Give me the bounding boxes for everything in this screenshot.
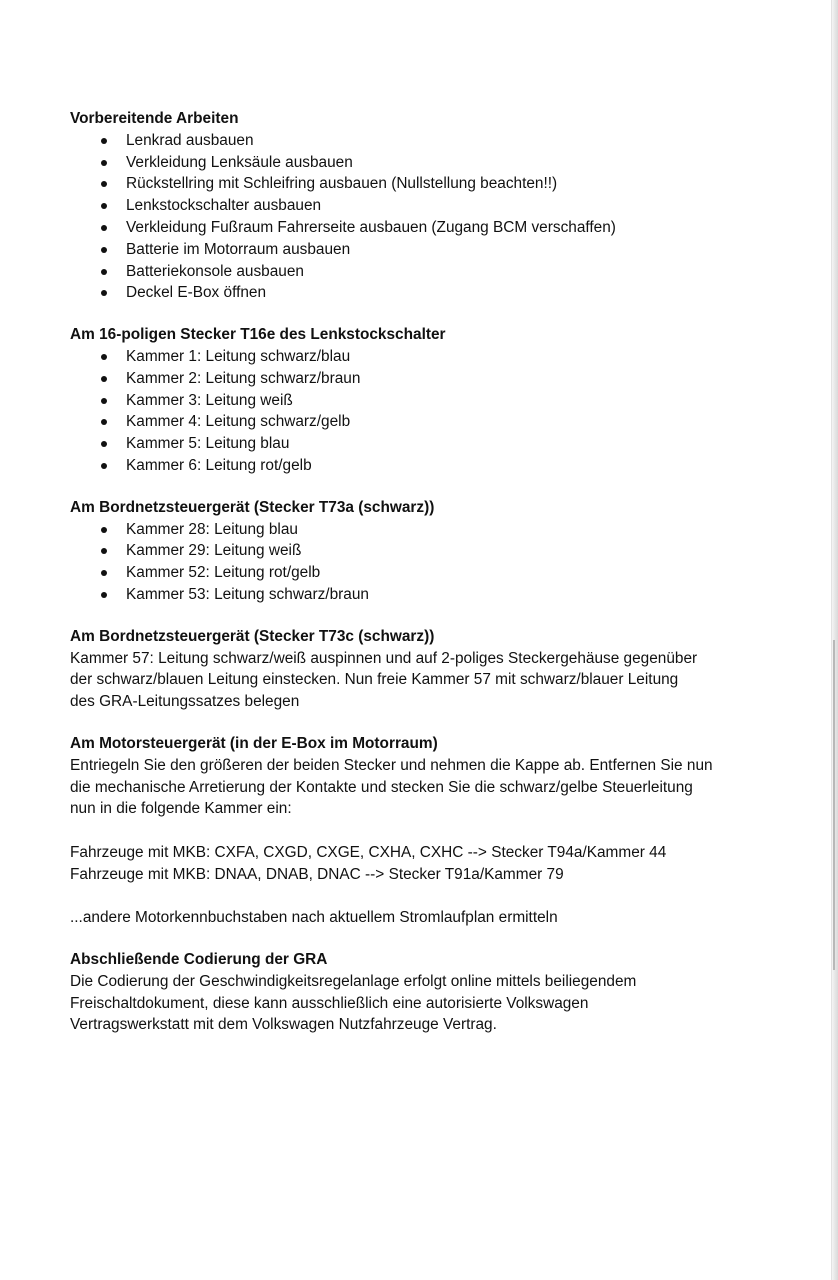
scrollbar-thumb[interactable] bbox=[833, 640, 835, 970]
list-item: Kammer 28: Leitung blau bbox=[70, 519, 770, 541]
paragraph-line: Entriegeln Sie den größeren der beiden Stecker und nehmen die Kappe ab. Entfernen Sie nun bbox=[70, 756, 713, 774]
section-connector-t73a bbox=[70, 497, 770, 606]
paragraph-line: nun in die folgende Kammer ein: bbox=[70, 800, 292, 818]
list-item: Rückstellring mit Schleifring ausbauen (Nullstellung beachten!!) bbox=[70, 173, 770, 195]
blank-line bbox=[70, 820, 770, 842]
paragraph-line: Kammer 57: Leitung schwarz/weiß auspinnen und auf 2-poliges Steckergehäuse gegenüber bbox=[70, 649, 698, 667]
list-item: Kammer 5: Leitung blau bbox=[70, 433, 770, 455]
paragraph-line: der schwarz/blauen Leitung einstecken. Nun freie Kammer 57 mit schwarz/blauer Leitung bbox=[70, 671, 679, 689]
bullet-list bbox=[70, 130, 770, 304]
section-engine-control-unit bbox=[70, 733, 770, 929]
list-item: Kammer 6: Leitung rot/gelb bbox=[70, 455, 770, 477]
list-item: Verkleidung Lenksäule ausbauen bbox=[70, 152, 770, 174]
list-item: Kammer 53: Leitung schwarz/braun bbox=[70, 584, 770, 606]
paragraph-line: Die Codierung der Geschwindigkeitsregelanlage erfolgt online mittels beiliegendem bbox=[70, 972, 637, 990]
list-item: Kammer 1: Leitung schwarz/blau bbox=[70, 346, 770, 368]
list-item: Kammer 29: Leitung weiß bbox=[70, 540, 770, 562]
list-item: Verkleidung Fußraum Fahrerseite ausbauen (Zugang BCM verschaffen) bbox=[70, 217, 770, 239]
list-item: Kammer 3: Leitung weiß bbox=[70, 390, 770, 412]
section-preparatory-work bbox=[70, 108, 770, 304]
bullet-list bbox=[70, 346, 770, 477]
section-heading: Am 16-poligen Stecker T16e des Lenkstockschalter bbox=[70, 326, 446, 344]
section-connector-t16e bbox=[70, 324, 770, 477]
list-item: Kammer 4: Leitung schwarz/gelb bbox=[70, 411, 770, 433]
list-item: Batterie im Motorraum ausbauen bbox=[70, 239, 770, 261]
list-item: Kammer 2: Leitung schwarz/braun bbox=[70, 368, 770, 390]
section-connector-t73c bbox=[70, 626, 770, 713]
vehicle-line: Fahrzeuge mit MKB: DNAA, DNAB, DNAC --> Stecker T91a/Kammer 79 bbox=[70, 865, 564, 883]
section-final-coding bbox=[70, 949, 770, 1036]
paragraph-line: Freischaltdokument, diese kann ausschließlich eine autorisierte Volkswagen bbox=[70, 994, 589, 1012]
list-item: Lenkstockschalter ausbauen bbox=[70, 195, 770, 217]
section-heading: Am Bordnetzsteuergerät (Stecker T73a (schwarz)) bbox=[70, 498, 435, 516]
vehicle-line: Fahrzeuge mit MKB: CXFA, CXGD, CXGE, CXHA, CXHC --> Stecker T94a/Kammer 44 bbox=[70, 843, 667, 861]
section-heading: Am Motorsteuergerät (in der E-Box im Motorraum) bbox=[70, 734, 438, 752]
bullet-list bbox=[70, 519, 770, 606]
section-heading: Am Bordnetzsteuergerät (Stecker T73c (schwarz)) bbox=[70, 627, 435, 645]
section-heading: Vorbereitende Arbeiten bbox=[70, 110, 239, 127]
note-line: ...andere Motorkennbuchstaben nach aktuellem Stromlaufplan ermitteln bbox=[70, 909, 558, 927]
list-item: Batteriekonsole ausbauen bbox=[70, 261, 770, 283]
blank-line bbox=[70, 886, 770, 908]
list-item: Lenkrad ausbauen bbox=[70, 130, 770, 152]
document-body bbox=[70, 108, 770, 1056]
paragraph-line: die mechanische Arretierung der Kontakte und stecken Sie die schwarz/gelbe Steuerleitung bbox=[70, 778, 693, 796]
section-heading: Abschließende Codierung der GRA bbox=[70, 951, 328, 969]
paragraph-line: des GRA-Leitungssatzes belegen bbox=[70, 693, 300, 711]
list-item: Kammer 52: Leitung rot/gelb bbox=[70, 562, 770, 584]
list-item: Deckel E-Box öffnen bbox=[70, 282, 770, 304]
paragraph-line: Vertragswerkstatt mit dem Volkswagen Nutzfahrzeuge Vertrag. bbox=[70, 1016, 497, 1034]
